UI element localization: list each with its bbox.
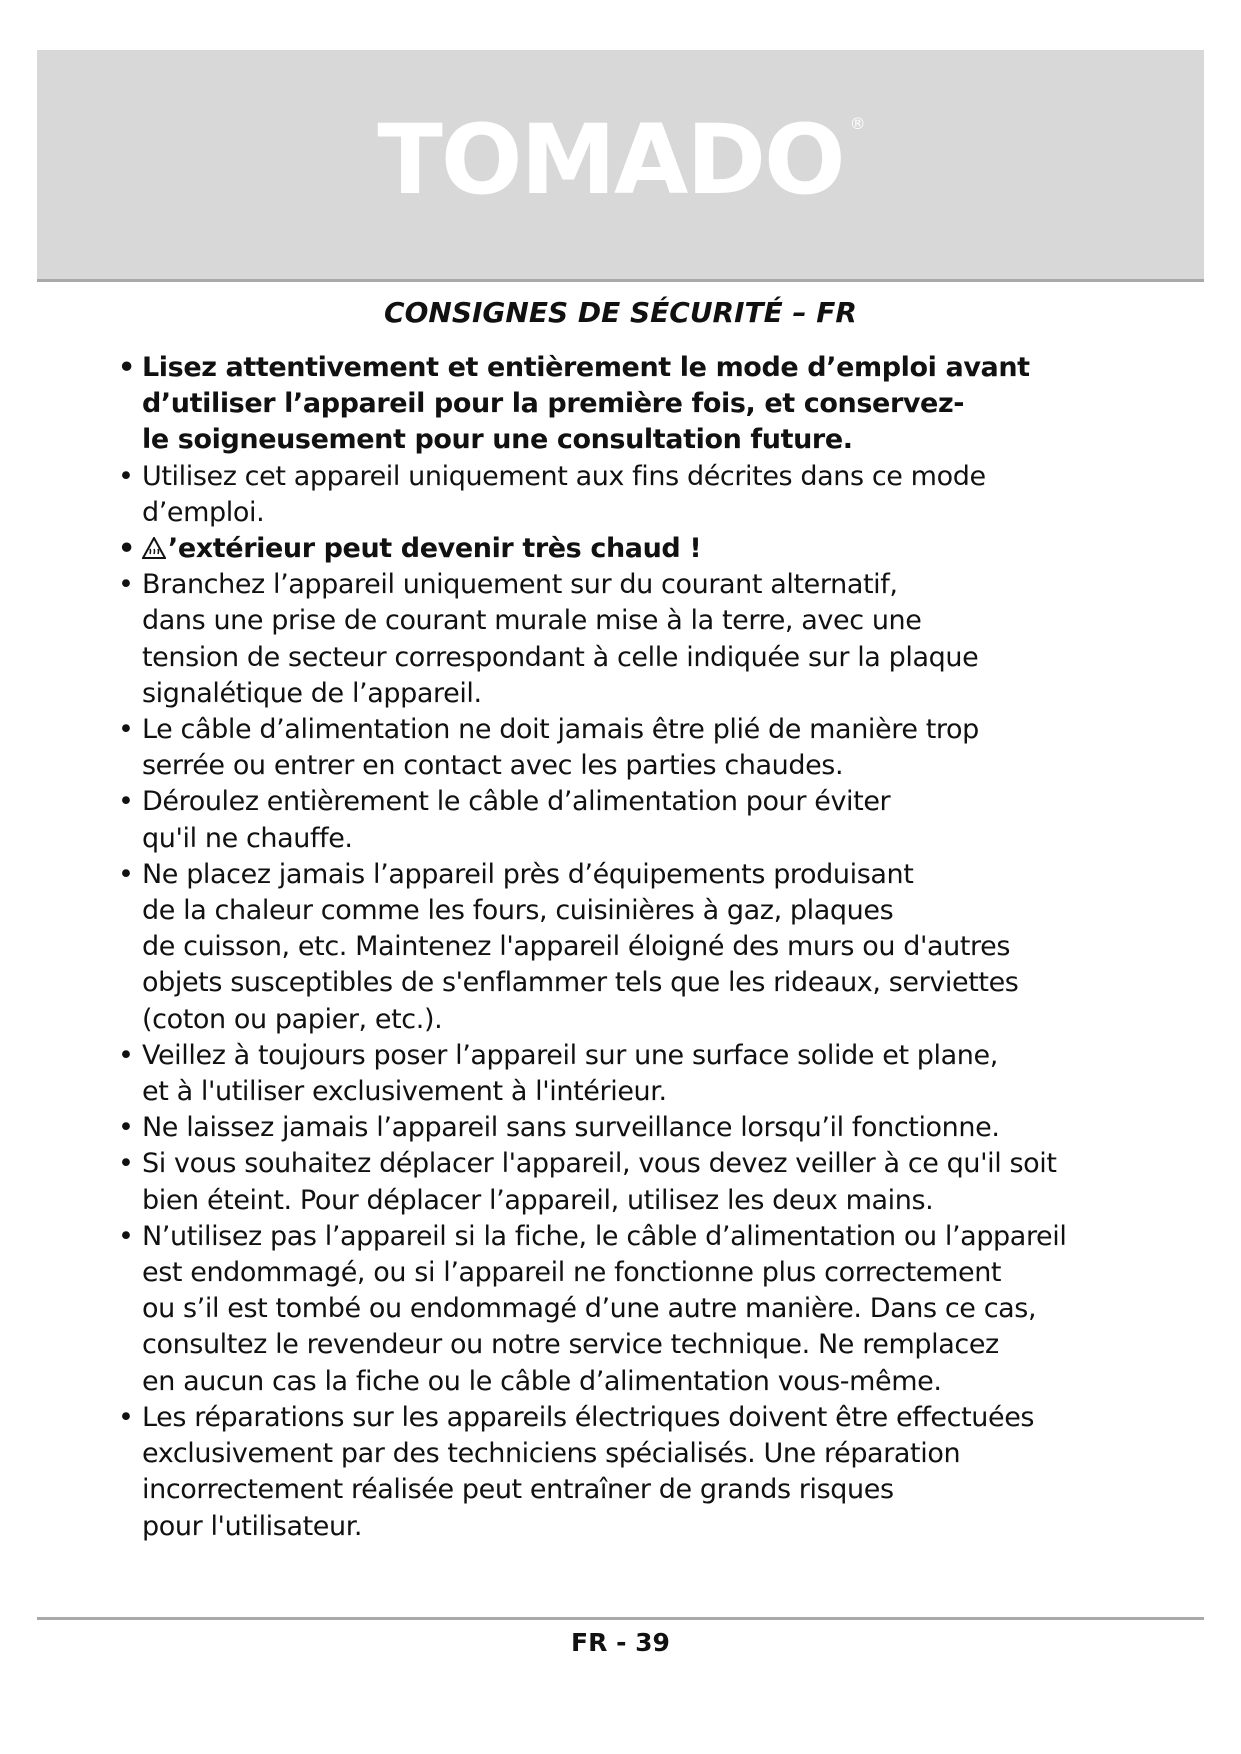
list-item-line: en aucun cas la fiche ou le câble d’alimentation vous-même. — [142, 1365, 942, 1397]
list-item — [118, 1219, 1168, 1400]
list-item-line: • Utilisez cet appareil uniquement aux fins décrites dans ce mode — [142, 460, 986, 492]
list-item-line: • Les réparations sur les appareils électriques doivent être effectuées — [142, 1401, 1035, 1433]
list-item-line: bien éteint. Pour déplacer l’appareil, utilisez les deux mains. — [142, 1184, 934, 1216]
page-title: CONSIGNES DE SÉCURITÉ – FR — [384, 296, 857, 329]
list-item-text: ’extérieur peut devenir très chaud ! — [168, 533, 702, 565]
list-item-line: objets susceptibles de s'enflammer tels que les rideaux, serviettes — [142, 967, 1019, 999]
list-item-line: serrée ou entrer en contact avec les parties chaudes. — [142, 750, 844, 782]
list-item-line: dans une prise de courant murale mise à la terre, avec une — [142, 605, 922, 637]
list-item-line: signalétique de l’appareil. — [142, 677, 482, 709]
list-item-line: • Veillez à toujours poser l’appareil sur une surface solide et plane, — [142, 1039, 998, 1071]
list-item — [118, 712, 1168, 784]
list-item-line: incorrectement réalisée peut entraîner de grands risques — [142, 1474, 894, 1506]
list-item-line: qu'il ne chauffe. — [142, 822, 353, 854]
list-item — [118, 1146, 1168, 1218]
list-item-line: ou s’il est tombé ou endommagé d’une autre manière. Dans ce cas, — [142, 1293, 1037, 1325]
list-item-line: consultez le revendeur ou notre service technique. Ne remplacez — [142, 1329, 999, 1361]
list-item-line: • Ne placez jamais l’appareil près d’équipements produisant — [142, 858, 914, 890]
list-item-line: tension de secteur correspondant à celle indiquée sur la plaque — [142, 641, 979, 673]
list-item — [118, 531, 1168, 567]
list-item-line: • Le câble d’alimentation ne doit jamais être plié de manière trop — [142, 714, 979, 746]
footer-divider — [37, 1617, 1204, 1620]
list-item-line: d’utiliser l’appareil pour la première fois, et conservez- — [142, 388, 965, 420]
list-item-line: de la chaleur comme les fours, cuisinières à gaz, plaques — [142, 895, 894, 927]
brand-name: TOMADO — [377, 104, 844, 216]
list-item — [118, 1400, 1168, 1545]
list-item-line: est endommagé, ou si l’appareil ne fonctionne plus correctement — [142, 1257, 1002, 1289]
list-item-line: • Branchez l’appareil uniquement sur du courant alternatif, — [142, 569, 898, 601]
list-item — [118, 784, 1168, 856]
list-item-line — [142, 531, 1168, 567]
list-item — [118, 1038, 1168, 1110]
list-item-line: pour l'utilisateur. — [142, 1510, 363, 1542]
list-item-line: • Lisez attentivement et entièrement le mode d’emploi avant — [142, 352, 1030, 383]
list-item-line: • Ne laissez jamais l’appareil sans surveillance lorsqu’il fonctionne. — [142, 1112, 1000, 1144]
list-item — [118, 567, 1168, 712]
list-item-line: d’emploi. — [142, 496, 265, 528]
list-item-line: de cuisson, etc. Maintenez l'appareil éloigné des murs ou d'autres — [142, 931, 1011, 963]
list-item-line: (coton ou papier, etc.). — [142, 1003, 443, 1035]
list-item-line: exclusivement par des techniciens spécialisés. Une réparation — [142, 1438, 961, 1470]
page-number: FR - 39 — [571, 1628, 670, 1657]
list-item — [118, 459, 1168, 531]
list-item — [118, 1110, 1168, 1146]
list-item-line: • N’utilisez pas l’appareil si la fiche, le câble d’alimentation ou l’appareil — [142, 1220, 1067, 1252]
list-item-line: le soigneusement pour une consultation future. — [142, 424, 853, 456]
list-item-line: et à l'utiliser exclusivement à l'intérieur. — [142, 1076, 667, 1108]
list-item — [118, 350, 1168, 459]
brand-header — [37, 50, 1204, 282]
safety-list — [118, 350, 1168, 1545]
list-item — [118, 857, 1168, 1038]
list-item-line: • Déroulez entièrement le câble d’alimentation pour éviter — [142, 786, 891, 818]
hot-surface-warning-icon — [142, 537, 166, 559]
list-item-line: • Si vous souhaitez déplacer l'appareil, vous devez veiller à ce qu'il soit — [142, 1148, 1057, 1180]
registered-mark: ® — [849, 114, 864, 133]
brand-logo — [37, 104, 1204, 216]
